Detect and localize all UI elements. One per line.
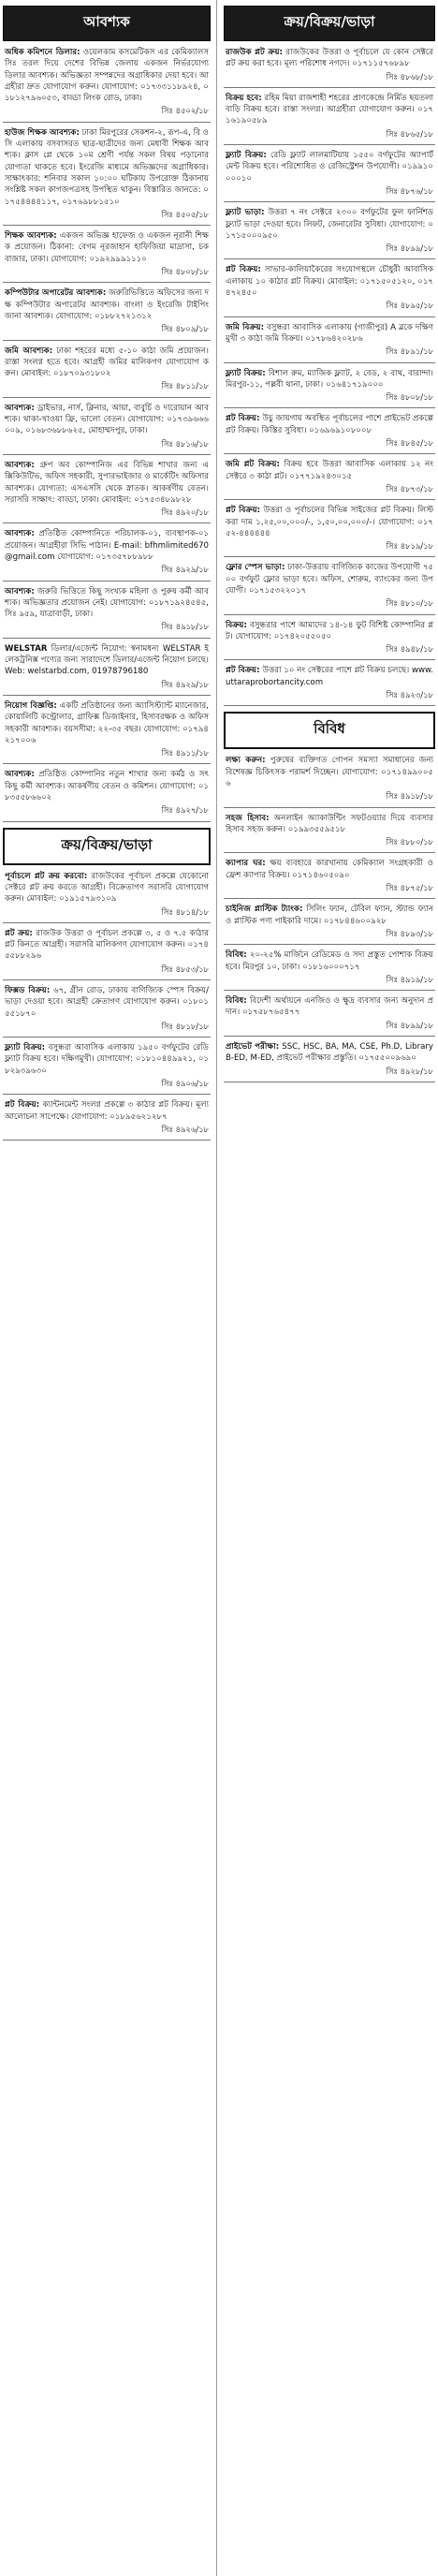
ad-body: ঢাকা মিরপুরের সেকশন-২, রূপ-এ, বি ও সি এলাকায় বসবাসরত ছাত্র-ছাত্রীদের জন্য মেধাবী শিক্ষক আবশ্যক। ক্লাস প্লে থেকে ১০ম শ্রেণী পর্যন্ত সকল বিষয় পড়ানোর যোগ্যতা থাকতে হবে। ইংরেজি মাধ্যমে অভিজ্ঞদের অগ্রাধিকার। সাক্ষাৎকার: শনিবার সকাল ১০:০০ ঘটিকায় উপরোক্ত ঠিকানায় সংশ্লিষ্ট সকল কাগজপত্রসহ উপস্থিত থাকুন। বিস্তারিত জানতে: ০১৭৫৪৪৪৪১১৭, ০১৭৬৯৮৮১৫১০: [5, 127, 209, 207]
misc-ads-list: [224, 755, 435, 1082]
ad-reference: সিঃ ৪৮৭৩/১৮: [386, 483, 433, 493]
column-divider: [216, 0, 217, 2576]
classified-ad: [5, 871, 209, 918]
ad-keyword: রাজউক প্লট ক্রয়:: [226, 48, 283, 57]
ad-separator: [3, 821, 211, 822]
ad-reference: সিঃ ৪৮৭৬/১৮: [386, 185, 433, 196]
classified-ad: [5, 460, 209, 518]
ad-reference: সিঃ ৪৯১৮/১৮: [386, 791, 433, 802]
ad-reference: সিঃ ৪৯০৬/১৮: [161, 1079, 209, 1089]
ad-body: ২০-২৫% মার্জিনে রেডিমেড ও সদ্য প্রস্তুত পোশাক বিক্রয় হবে। মিরপুর ১০, ঢাকা। ০১৮১৬০০০৭১৭: [226, 950, 433, 972]
ad-separator: [3, 922, 211, 923]
ad-separator: [224, 614, 435, 615]
ad-reference: সিঃ ৪৯১৯/১৮: [386, 974, 433, 984]
ad-reference: সিঃ ৪৮০৮/১৮: [161, 267, 209, 277]
classified-ad: [226, 505, 433, 552]
ad-keyword: আবশ্যক:: [5, 460, 35, 470]
ad-body: ঢাকা শহরের মধ্যে ৫-১০ কাঠা জমি প্রয়োজন। রাস্তা সংলগ্ন হতে হবে। আগ্রহী জমির মালিকগণ যোগাযোগ করুন। মোবাইল: ০১৮৭০৯৩১৮০২: [5, 346, 210, 379]
ad-body: রাজউকের পূর্বাচল প্রকল্পে যেকোনো সেক্টরে প্লট ক্রয় করতে আগ্রহী। বিক্রেতাগণ সরাসরি যোগাযোগ করুন। মোবাইল: ০১৯১৫৭৯৩১০৯: [5, 871, 209, 905]
ad-reference: সিঃ ৪৯২৩/১৮: [386, 690, 433, 700]
classified-ad: [226, 264, 433, 311]
classified-ad: [226, 459, 433, 494]
ad-body: জরুরি ভিত্তিতে কিছু সংখ্যক মহিলা ও পুরুষ কর্মী আবশ্যক। অভিজ্ঞতার প্রয়োজন নেই। যোগাযোগ: ০১৮৭১৯২৪৫৪৫, সিঃ ৯৫৯, যাত্রাবাড়ী, ঢাকা।: [5, 586, 209, 620]
buy-sell-ads-list-right: [224, 47, 435, 706]
classified-ad: [5, 769, 209, 816]
ad-keyword: অধিক কমিশনে ডিলার:: [5, 48, 80, 57]
classified-ad: [226, 150, 433, 197]
ad-keyword: বিক্রয় হবে:: [226, 93, 262, 103]
ad-reference: সিঃ ৪৮৯৯/১৮: [386, 243, 433, 254]
ad-separator: [224, 362, 435, 363]
ad-separator: [3, 340, 211, 341]
ad-body: রাজউক উত্তরা ও পূর্বাচল প্রকল্পে ৩, ৫ ও ৭.৫ কাঠার প্লট কিনতে আগ্রহী। সরাসরি মালিকগণ যোগাযোগ করুন। ০১৭৪৫৫৮৮২৯৬: [5, 928, 209, 962]
ad-separator: [224, 807, 435, 808]
ad-body: একজন অভিজ্ঞ হাফেজ ও একজন নূরানী শিক্ষক প্রয়োজন। ঠিকানা: বেগম নূরজাহান হাফিজিয়া মাদ্রাসা, চকবাজার, ঢাকা। যোগাযোগ: ০১৯২৯৯৯১১১০: [5, 231, 209, 264]
ad-body: বিদেশী অর্থায়নে এনজিও ও ক্ষুদ্র ব্যবসার জন্য অনুদান প্রদান। ০১৭৫৮৭৬৫৪৭৭: [226, 996, 433, 1018]
ad-body: রাজউকের উত্তরা ও পূর্বাচলে যে কোন সেক্টরে প্লট ক্রয় করা হবে। মূল্য পরিশোধ নগদে। ০১৭১১৫৭৬৮৯৮: [226, 48, 433, 69]
ad-reference: সিঃ ৪৮০৯/১৮: [161, 324, 209, 334]
ad-keyword: ক্যাপার ঘর:: [226, 859, 266, 869]
ad-separator: [3, 122, 211, 123]
classified-ad: [5, 586, 209, 633]
ad-separator: [224, 316, 435, 317]
ad-keyword: প্লট ক্রয়:: [5, 928, 33, 938]
ad-body: রেডি ফ্ল্যাট লালমাটিয়ায় ১৫৫০ বর্গফুটের অ্যাপার্টমেন্ট বিক্রয় হবে। পরিশোধিত ও রেজিস্ট্রেশন উপযোগী। ০১৯৯১০০০০১০: [226, 151, 433, 184]
ad-reference: সিঃ ৪৮০৮/১৮: [386, 392, 433, 403]
classified-ad: [5, 928, 209, 975]
ad-body: উত্তরা ১০ নং সেক্টরের পাশে প্লট বিক্রয় চলছে। www.uttaraprobortancity.com: [226, 666, 433, 687]
ad-separator: [3, 282, 211, 283]
ad-keyword: WELSTAR: [5, 643, 48, 654]
section-header-buy-sell-rent: ক্রয়/বিক্রয়/ভাড়া: [3, 828, 211, 865]
classified-ad: [226, 904, 433, 939]
ad-keyword: সহজ হিসাব:: [226, 813, 270, 823]
ad-keyword: হাউজ শিক্ষক আবশ্যক:: [5, 127, 80, 138]
ad-separator: [3, 225, 211, 226]
ad-body: বিশাল রুম, ম্যাজিক ফ্ল্যাট, ২ বেড, ২ বাথ, বারান্দা। মিরপুর-১১, পল্লবী থানা, ঢাকা। ০১৬৪১৭১৯০০০: [226, 368, 433, 390]
ad-body: ড্রাইভার, নার্স, ক্লিনার, আয়া, বাবুর্চি ও দারোয়ান আবশ্যক। থাকা-খাওয়া ফ্রি, ভালো বেতন। যোগাযোগ: ০১৭৩৯৬৬৬০০৯, ০১৬৮৩৬৮৮৬২৫, মোহাম্মদপুর, ঢাকা।: [5, 403, 209, 436]
ad-reference: সিঃ ৪৮৭৫/১৮: [386, 883, 433, 893]
ad-body: ঢাকা-উত্তরায় বাণিজ্যিক কাজের উপযোগী ৭৫০০ বর্গফুট ফ্লোর ভাড়া হবে। অফিস, শোরুম, ব্যাংকের জন্য উপযোগী। ০১৭১৫৩২২০১৭: [226, 563, 433, 596]
classified-ad: [5, 127, 209, 220]
ad-keyword: প্রাইভেট পরীক্ষা:: [226, 1042, 280, 1052]
ad-body: উত্তরা ও পূর্বাচলের বিভিন্ন সাইজের প্লট বিক্রয়। লিস্ট করা দাম ১,২৫,০০,০০০/-, ১,৫০,০০,০০০/-। যোগাযোগ: ০১৭৫২-৪৪৪৪৪৪: [226, 506, 434, 538]
ad-body: গ্রুপ অব কোম্পানিজ এর বিভিন্ন শাখার জন্য এক্সিকিউটিভ, অফিস সহকারী, সুপারভাইজার ও মার্কেটিং অফিসার আবশ্যক। যোগ্যতা: এসএসসি থেকে স্নাতক। আকর্ষণীয় বেতন। সরাসরি সাক্ষাৎ: বাড্ডা, ঢাকা। মোবাইল: ০১৭৫৩৪৮৯৮২৮: [5, 460, 209, 505]
ad-keyword: লক্ষ্য করুন:: [226, 756, 266, 766]
ad-keyword: ফ্ল্যাট বিক্রয়:: [5, 1043, 46, 1053]
ad-separator: [3, 397, 211, 398]
ad-keyword: বিবিধ:: [226, 950, 247, 961]
ad-separator: [3, 1037, 211, 1038]
ad-reference: সিঃ ৪৮৪৫/১৮: [386, 438, 433, 449]
classified-ad: [5, 346, 209, 392]
ad-body: সাভার-কালিয়াকৈরের সংযোগস্থলে চৌধুরী আবাসিক এলাকায় ১০ কাঠার প্লট বিক্রয়। মোবাইল: ০১৭১৫০৫১২০, ০১৭৪৭২৪৫০: [226, 265, 434, 299]
section-header-buy-sell-rent-right: ক্রয়/বিক্রয়/ভাড়া: [224, 6, 435, 41]
ad-reference: সিঃ ৪৮১০/১৮: [386, 598, 433, 609]
ad-body: সিলিং ফ্যান, টেবিল ফ্যান, স্ট্যান্ড ফ্যান ও প্লাস্টিক পণ্য পাইকারি দামে। ০১৭৮৪৪৬০০৯২৮: [226, 905, 433, 926]
ad-separator: [224, 898, 435, 899]
ad-keyword: জমি বিক্রয়:: [226, 322, 265, 332]
ad-separator: [224, 453, 435, 454]
classified-ad: [5, 1099, 209, 1135]
ad-reference: সিঃ ৪৯২০/১৮: [161, 508, 209, 518]
section-header-miscellaneous: বিবিধ: [224, 712, 435, 749]
ad-keyword: জমি আবশ্যক:: [5, 346, 53, 356]
classified-ad: [226, 949, 433, 985]
classified-ad: [5, 985, 209, 1032]
ad-keyword: আবশ্যক:: [5, 403, 35, 413]
ad-separator: [224, 990, 435, 991]
ad-separator: [224, 499, 435, 500]
ad-reference: সিঃ ৪৮১৪/১৮: [161, 906, 209, 917]
ad-body: ৬৭, গ্রীন রোড, ঢাকায় বাণিজ্যিক স্পেস বিক্রয়/ভাড়া দেওয়া হবে। আগ্রহী ক্রেতাগণ যোগাযোগ করুন। ০১৮০১৫৫১৮৭০: [5, 986, 209, 1019]
ad-keyword: জমি প্লট বিক্রয়:: [226, 460, 280, 470]
ad-reference: সিঃ ৪৮১১/১৮: [161, 381, 209, 391]
ad-reference: সিঃ ৪৯২৭/১৮: [161, 805, 209, 816]
ad-body: ক্যান্টনমেন্ট সংলগ্ন প্রকল্পে ৩ কাঠার প্লট বিক্রয়। মূল্য আলোচনা সাপেক্ষে। যোগাযোগ: ০১৮৯৫৬২১২৮৭: [5, 1100, 209, 1122]
ad-body: ওয়েলকাম কসমেটিকস এর কেমিক্যালস সিঃ তরল দিয়ে দেশের বিভিন্ন জেলায় একজন নির্ভরযোগ্য ডিলার আবশ্যক। অভিজ্ঞতা সম্পন্নদের অগ্রাধিকার দেয়া হবে। আগ্রহীরা দ্রুত যোগাযোগ করুন। যোগাযোগ: ০১৭৩৩১১৮৯২৪, ০১৮১২৭৯৬০৫৩, বাড্ডা লিংক রোড, ঢাকা।: [5, 48, 210, 104]
ad-reference: সিঃ ৪৮৬৮/১৮: [386, 71, 433, 81]
right-column: [224, 0, 435, 1087]
ad-reference: সিঃ ৪৮১৬/১৮: [161, 438, 209, 449]
ad-reference: সিঃ ৪৮৯১/১৮: [386, 346, 433, 357]
wanted-ads-list: [3, 47, 211, 822]
ad-keyword: প্লট বিক্রয়:: [226, 666, 260, 676]
ad-keyword: আবশ্যক:: [5, 529, 35, 539]
ad-separator: [224, 944, 435, 945]
classified-ad: [226, 620, 433, 655]
ad-keyword: নিয়োগ বিজ্ঞপ্তি:: [5, 700, 57, 711]
classified-ad: [226, 755, 433, 802]
ad-body: বসুন্ধরা আবাসিক এলাকায় ১৯৫০ বর্গফুটের রেডি ফ্ল্যাট বিক্রয় হবে। দক্ষিণমুখী। যোগাযোগ: ০১৮১০৪৪৯৯২১, ০১৮২৯৩৯৬৩০: [5, 1043, 209, 1076]
ad-keyword: আবশ্যক:: [5, 770, 35, 780]
ad-separator: [224, 659, 435, 660]
classified-ad: [226, 93, 433, 140]
ad-separator: [224, 144, 435, 145]
ad-keyword: প্লট বিক্রয়:: [226, 265, 261, 275]
classified-ad: [226, 47, 433, 82]
ad-separator: [224, 852, 435, 853]
ad-separator: [3, 763, 211, 764]
classified-ad: [226, 858, 433, 893]
ad-body: ডিলার/এজেন্ট নিয়োগ: স্বনামধন্য WELSTAR ইলেকট্রনিক্স পণ্যের জন্য সারাদেশে ডিলার/এজেন্ট নিয়োগ চলছে। Web: welstarbd.com, 01978796180: [5, 643, 209, 677]
classified-ad: [226, 1041, 433, 1077]
ad-body: অনলাইন অ্যাকাউন্টিং সফটওয়্যার দিয়ে ব্যবসার হিসাব সহজ করুন। ০১৯৯৩৫৫৯৫১৮: [226, 813, 434, 834]
ad-body: প্রতিষ্ঠিত কোম্পানির নতুন শাখার জন্য কর্মঠ ও সৎ কিছু কর্মী আবশ্যক। আকর্ষণীয় বেতন ও কমিশন। যোগাযোগ: ০১৮৩৫৫৮৬৬০২: [5, 770, 209, 803]
ad-reference: সিঃ ৪৫০২/১৮: [161, 106, 209, 116]
ad-reference: সিঃ ৪৯২৬/১৮: [161, 1124, 209, 1134]
ad-body: জরুরিভিত্তিতে অফিসের জন্য দক্ষ কম্পিউটার অপারেটর আবশ্যক। বাংলা ও ইংরেজি টাইপিং জানা আবশ্যক। যোগাযোগ: ০১৮৮২৭২১৩১২: [5, 288, 209, 321]
classified-ad: [5, 700, 209, 758]
classified-ad: [226, 413, 433, 449]
classified-ad: [226, 995, 433, 1031]
classified-ad: [5, 47, 209, 117]
ad-reference: সিঃ ৪৮৯৯/১৮: [386, 1020, 433, 1030]
ad-separator: [224, 258, 435, 259]
classified-ad: [5, 528, 209, 575]
ad-keyword: ফ্লোর স্পেস ভাড়া:: [226, 563, 285, 573]
classified-ad: [226, 813, 433, 848]
ad-reference: সিঃ ৪৮৯৩/১৮: [386, 928, 433, 938]
ad-keyword: প্লট বিক্রয়:: [226, 506, 261, 516]
ad-keyword: বিবিধ:: [226, 996, 247, 1007]
ad-keyword: প্লট বিক্রয়:: [226, 414, 260, 424]
ad-reference: সিঃ ৪৯১৮/১৮: [161, 622, 209, 632]
ad-reference: সিঃ ৪৯২৮/১৮: [386, 1066, 433, 1076]
ad-body: একটি প্রতিষ্ঠানের জন্য অ্যাসিস্ট্যান্ট ম্যানেজার, কোয়ালিটি কন্ট্রোলার, গ্রাফিক্স ডিজাইনার, হিসাবরক্ষক ও অফিস সহকারী আবশ্যক। বয়সসীমা: ২২-৩৫ বছর। যোগাযোগ: ০১৭৯৪২১৭০০৬: [5, 700, 209, 745]
ad-keyword: শিক্ষক আবশ্যক:: [5, 231, 57, 242]
ad-keyword: কম্পিউটার অপারেটর আবশ্যক:: [5, 288, 107, 299]
ad-reference: সিঃ ৪৯৪৮/১৮: [386, 644, 433, 655]
ad-body: SSC, HSC, BA, MA, CSE, Ph.D, Library B-ED, M-ED, প্রাইভেট পরীক্ষার প্রস্তুতি। ০১৭৫৫০০৯৬৯০: [226, 1042, 433, 1064]
ad-reference: সিঃ ৪৮১৮/১৮: [161, 1021, 209, 1031]
classified-ad: [5, 287, 209, 334]
ad-separator: [224, 1036, 435, 1037]
ad-separator: [3, 695, 211, 696]
ad-keyword: পূর্বাচলে প্লট ক্রয় করবো:: [5, 871, 88, 881]
ad-separator: [224, 705, 435, 706]
classified-ad: [226, 207, 433, 254]
ad-keyword: ফিক্সড বিক্রয়:: [5, 986, 51, 995]
ad-reference: সিঃ ৪৮৬৫/১৮: [386, 128, 433, 139]
ad-body: ক্ষয় ব্যবহারে কারখানায় কেমিক্যাল সংগ্রহকারী ও ফ্রেশ ক্যাপার বিক্রয়। ০১৭১৪৬০৫০৯০: [226, 859, 433, 880]
classified-ad: [5, 643, 209, 690]
ad-body: উচু জায়গায় অবস্থিত পূর্বাচলের পাশে প্রাইভেট প্রকল্পে প্লট বিক্রয়। কিস্তির সুবিধা। ০১৬৯৬৯১০৮০০৮: [226, 414, 434, 435]
ad-separator: [224, 87, 435, 88]
ad-reference: সিঃ ৪৯২৯/১৮: [161, 679, 209, 689]
ad-separator: [3, 979, 211, 980]
ad-keyword: আবশ্যক:: [5, 586, 35, 596]
classified-ad: [5, 230, 209, 277]
ad-body: উত্তরা ৭ নং সেক্টরে ২৩০০ বর্গফুটের ফুল ফার্নিশড ফ্ল্যাট ভাড়া দেওয়া হবে। লিফট, জেনারেটর সুবিধা। যোগাযোগ: ০১৭১৫০০০৯৫০: [226, 208, 433, 241]
ad-separator: [3, 454, 211, 455]
classified-ad: [5, 1042, 209, 1089]
classified-ad: [5, 403, 209, 449]
ad-body: বিক্রয় হবে উত্তরা আবাসিক এলাকায় ১২ নং সেক্টরে ৩ কাঠা প্লট। ০১৭৭১৯২৪৩০১৫: [226, 460, 433, 481]
ad-keyword: প্লট বিক্রয়:: [5, 1100, 40, 1111]
classified-ad: [226, 562, 433, 609]
ad-keyword: চাইনিজ প্লাস্টিক ট্যাংক:: [226, 905, 303, 915]
classified-ad: [226, 322, 433, 358]
ad-separator: [3, 638, 211, 639]
ad-keyword: বিক্রয়:: [226, 620, 247, 630]
buy-sell-ads-list: [3, 871, 211, 1141]
classified-ad: [226, 368, 433, 404]
left-column: [3, 0, 211, 1145]
ad-separator: [224, 201, 435, 202]
ad-separator: [3, 1094, 211, 1095]
classified-ad: [226, 665, 433, 700]
ad-separator: [224, 556, 435, 557]
ad-reference: সিঃ ৪৮৮০/১৮: [386, 837, 433, 847]
section-header-wanted: আবশ্যক: [3, 6, 211, 41]
ad-keyword: ফ্ল্যাট বিক্রয়:: [226, 151, 267, 161]
ad-separator: [3, 1140, 211, 1141]
ad-keyword: ফ্ল্যাট বিক্রয়:: [226, 368, 266, 378]
ad-reference: সিঃ ৪৯১১/১৮: [161, 748, 209, 758]
ad-body: রহিম মিয়া রাজশাহী শহরের প্রাণকেন্দ্রে নির্মিত ছয়তলা বাড়ি বিক্রয় হবে। রাস্তা সংলগ্ন। আগ্রহীরা যোগাযোগ করুন। ০১৭১৬১৯০৫৮৯: [226, 93, 433, 126]
ad-separator: [224, 407, 435, 408]
ad-body: পুরুষের ব্যক্তিগত গোপন সমস্যা সমাধানের জন্য বিশেষজ্ঞ চিকিৎসক পরামর্শ দিচ্ছেন। যোগাযোগ: ০১৭১৪৯৯০০৫৬: [226, 756, 433, 788]
ad-reference: সিঃ ৪৮১৯/১৮: [386, 541, 433, 552]
ad-keyword: ফ্ল্যাট ভাড়া:: [226, 208, 265, 218]
ad-reference: সিঃ ৪৯২৯/১৮: [161, 565, 209, 575]
ad-body: বসুন্ধরার পাশে আমাদের ১৪-১৪ ফুট বিশিষ্ট কোম্পানির প্লট। যোগাযোগ: ০১৭৪২০৫৫০৫০: [226, 620, 433, 641]
ad-reference: সিঃ ৪৮৯৫/১৮: [386, 301, 433, 311]
ad-body: প্রতিষ্ঠিত কোম্পানিতে পরিচালক-০১, ব্যবস্থাপক-০১ প্রয়োজন। আগ্রহীরা সিভি পাঠান। E-mail: bfhmlimited670@gmail.com যোগাযোগ: ০১৭৩৫৭৮৮৯৮৮: [5, 529, 209, 562]
ad-reference: সিঃ ৪৫০৫/১৮: [161, 209, 209, 219]
ad-body: বসুন্ধরা আবাসিক এলাকায় (গাজীপুর) A ব্লকে দক্ষিণমুখী ৩ কাঠা জমি বিক্রয়। ০১৭৮৬৪২০২৮৬: [226, 322, 433, 344]
ad-reference: সিঃ ৪৮৫৩/১৮: [161, 964, 209, 974]
